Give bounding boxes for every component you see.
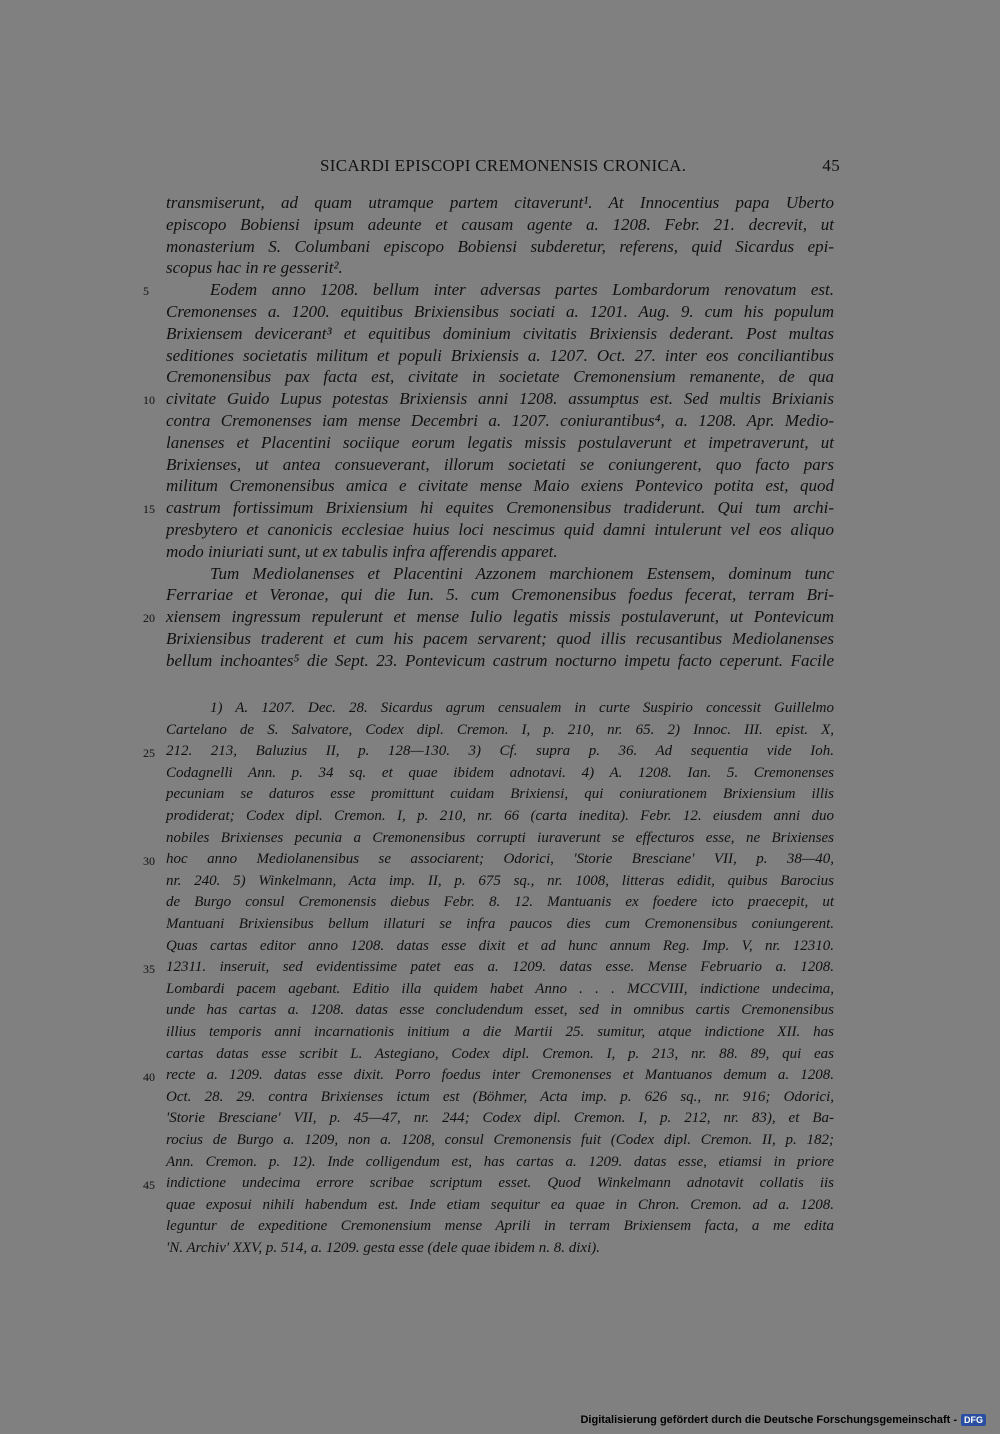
footnote-line: nr. 240. 5) Winkelmann, Acta imp. II, p. 675 sq., nr. 1008, litteras edidit, quibus Barocius [166, 872, 834, 889]
margin-line-number: 5 [143, 284, 149, 299]
margin-line-number: 30 [143, 854, 155, 869]
footnote-line: indictione undecima errore scribae scriptum esset. Quod Winkelmann adnotavit collatis iis [166, 1175, 834, 1192]
footnote-line: Codagnelli Ann. p. 34 sq. et quae ibidem adnotavi. 4) A. 1208. Ian. 5. Cremonenses [166, 764, 834, 781]
footnote-line: recte a. 1209. datas esse dixit. Porro foedus inter Cremonenses et Mantuanos demum a. 1208. [166, 1067, 834, 1084]
footnote-line: hoc anno Mediolanensibus se associarent; Odorici, 'Storie Bresciane' VII, p. 38—40, [166, 851, 834, 868]
margin-line-number: 40 [143, 1070, 155, 1085]
footnote-line: 'Storie Bresciane' VII, p. 45—47, nr. 244; Codex dipl. Cremon. I, p. 212, nr. 83), et Ba- [166, 1110, 834, 1127]
footnote-line: Mantuani Brixiensibus bellum illaturi se infra paucos dies cum Cremonensibus coniungerent. [166, 916, 834, 932]
running-title: SICARDI EPISCOPI CREMONENSIS CRONICA. [320, 156, 687, 175]
body-line: seditiones societatis militum et populi Brixiensis a. 1207. Oct. 27. inter eos conciliantibus [166, 345, 834, 365]
body-line: Brixiensem devicerant³ et equitibus dominium civitatis Brixiensis dederant. Post multas [166, 323, 834, 343]
footnote-line: quae exposui nihili habendum est. Inde etiam sequitur ea quae in Chron. Cremon. ad a. 1208. [166, 1196, 834, 1213]
footnote-line: unde has cartas a. 1208. datas esse concludendum esset, sed in omnibus cartis Cremonensibus [166, 1002, 834, 1019]
body-line: xiensem ingressum repulerunt et mense Iulio legatis missis postulaverunt, ut Pontevicum [166, 607, 834, 627]
margin-line-number: 20 [143, 611, 155, 626]
body-line: bellum inchoantes⁵ die Sept. 23. Pontevicum castrum nocturno impetu facto ceperunt. Facile [166, 650, 834, 670]
margin-line-number: 25 [143, 746, 155, 761]
body-line: episcopo Bobiensi ipsum adeunte et causam agente a. 1208. Febr. 21. decrevit, ut [166, 214, 834, 234]
footnote-line: Quas cartas editor anno 1208. datas esse dixit et ad hunc annum Reg. Imp. V, nr. 12310. [166, 937, 834, 954]
footnote-line: 'N. Archiv' XXV, p. 514, a. 1209. gesta esse (dele quae ibidem n. 8. dixi). [166, 1240, 600, 1256]
body-line: castrum fortissimum Brixiensium hi equites Cremonensibus tradiderunt. Qui tum archi- [166, 498, 834, 518]
footnote-line: 12311. inseruit, sed evidentissime patet eas a. 1209. datas esse. Mense Februario a. 1208. [166, 959, 834, 976]
footnote-line: Cartelano de S. Salvatore, Codex dipl. Cremon. I, p. 210, nr. 65. 2) Innoc. III. epist. X, [166, 721, 834, 738]
body-line: Brixienses, ut antea consueverant, illorum societati se coniungerent, quo facto pars [166, 454, 834, 474]
body-line: militum Cremonensibus amica e civitate mense Maio exiens Pontevico potita est, quod [166, 476, 834, 496]
footnote-line: Oct. 28. 29. contra Brixienses ictum est (Böhmer, Acta imp. p. 626 sq., nr. 916; Odorici, [166, 1088, 834, 1105]
footnote-line: leguntur de expeditione Cremonensium mense Aprili in terram Brixiensem facta, a me edita [166, 1218, 834, 1235]
margin-line-number: 45 [143, 1178, 155, 1193]
body-line: contra Cremonenses iam mense Decembri a. 1207. coniurantibus⁴, a. 1208. Apr. Medio- [166, 411, 834, 430]
dfg-logo: DFG [961, 1414, 986, 1426]
footnote-line: cartas datas esse scribit L. Astegiano, Codex dipl. Cremon. I, p. 213, nr. 88. 89, qui eas [166, 1045, 834, 1062]
footnote-line: Ann. Cremon. p. 12). Inde colligendum est, has cartas a. 1209. datas esse, etiamsi in priore [166, 1153, 834, 1170]
footnote-line: illius temporis anni incarnationis initium a die Martii 25. sumitur, atque indictione XII. has [166, 1024, 834, 1040]
body-line: Ferrariae et Veronae, qui die Iun. 5. cum Cremonensibus foedus fecerat, terram Bri- [166, 585, 834, 605]
footer [580, 1414, 986, 1426]
footnote-line: 212. 213, Baluzius II, p. 128—130. 3) Cf. supra p. 36. Ad sequentia vide Ioh. [166, 743, 834, 760]
body-line: presbytero et canonicis ecclesiae huius loci nescimus quid damni intulerunt vel eos aliquo [166, 520, 834, 539]
body-line: transmiserunt, ad quam utramque partem citaverunt¹. At Innocentius papa Uberto [166, 193, 834, 212]
margin-line-number: 15 [143, 502, 155, 517]
body-line: Brixiensibus traderent et cum his pacem servarent; quod illis recusantibus Mediolanenses [166, 629, 834, 648]
body-line: Eodem anno 1208. bellum inter adversas partes Lombardorum renovatum est. [210, 280, 834, 300]
body-line: Cremonensibus pax facta est, civitate in societate Cremonensium remanente, de qua [166, 367, 834, 387]
body-line: lanenses et Placentini sociique eorum legatis missis postulaverunt et impetraverunt, ut [166, 432, 834, 452]
margin-line-number: 35 [143, 962, 155, 977]
body-line: scopus hac in re gesserit². [166, 258, 343, 278]
body-line: Tum Mediolanenses et Placentini Azzonem marchionem Estensem, dominum tunc [210, 563, 834, 583]
footnote-line: nobiles Brixienses pecunia a Cremonensibus corrupti iuraverunt se effecturos esse, ne Brixienses [166, 829, 834, 846]
footnote-line: 1) A. 1207. Dec. 28. Sicardus agrum censualem in curte Suspirio concessit Guillelmo [210, 700, 834, 716]
footnote-line: de Burgo consul Cremonensis diebus Febr. 8. 12. Mantuanis ex foedere icto praecepit, ut [166, 894, 834, 911]
body-line: monasterium S. Columbani episcopo Bobiensi subderetur, referens, quid Sicardus epi- [166, 236, 834, 256]
footnote-line: rocius de Burgo a. 1209, non a. 1208, consul Cremonensis fuit (Codex dipl. Cremon. II, p. 182; [166, 1132, 834, 1148]
body-line: modo iniuriati sunt, ut ex tabulis infra afferendis apparet. [166, 541, 558, 561]
margin-line-number: 10 [143, 393, 155, 408]
footnote-line: pecuniam se daturos esse promittunt cuidam Brixiensi, qui coniurationem Brixiensium illis [166, 786, 834, 803]
page-number: 45 [822, 156, 840, 175]
footnote-line: prodiderat; Codex dipl. Cremon. I, p. 210, nr. 66 (carta inedita). Febr. 12. eiusdem anni duo [166, 808, 834, 824]
body-line: Cremonenses a. 1200. equitibus Brixiensibus sociati a. 1201. Aug. 9. cum his populum [166, 302, 834, 321]
footer-credit: Digitalisierung gefördert durch die Deutsche Forschungsgemeinschaft - [580, 1414, 957, 1426]
footnote-line: Lombardi pacem agebant. Editio illa quidem habet Anno . . . MCCVIII, indictione undecima, [166, 980, 834, 997]
body-line: civitate Guido Lupus potestas Brixiensis anni 1208. assumptus est. Sed multis Brixianis [166, 389, 834, 409]
